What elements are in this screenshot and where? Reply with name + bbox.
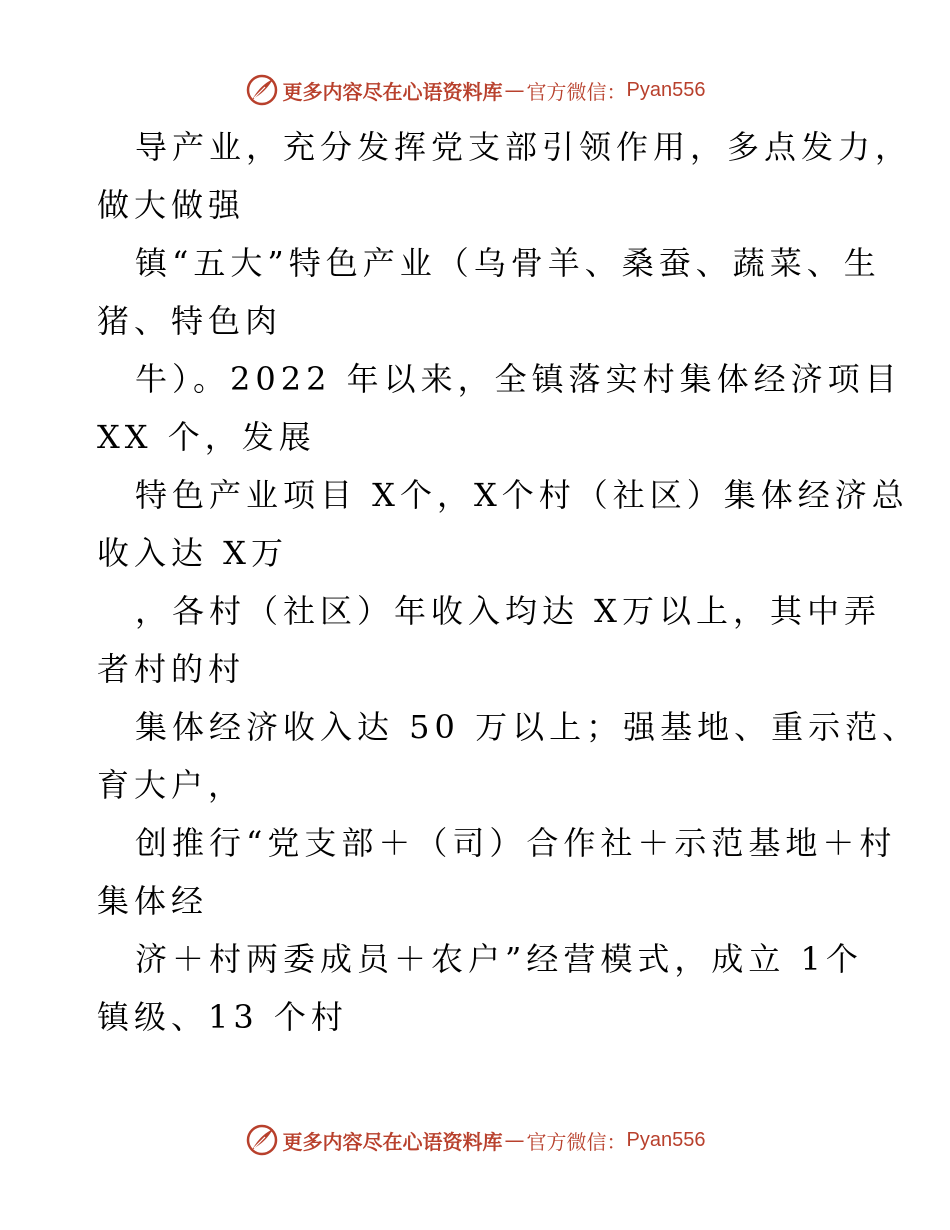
- footer-watermark-banner: [0, 1120, 950, 1160]
- header-watermark-banner: [0, 70, 950, 110]
- text-line: 者村的村: [97, 650, 246, 688]
- text-line: 集体经: [97, 882, 209, 920]
- document-body: [97, 118, 920, 1046]
- text-line: 育大户，: [97, 766, 246, 804]
- separator-dash: —: [504, 78, 525, 102]
- wechat-label: 官方微信：: [526, 79, 627, 104]
- brand-text: 更多内容尽在心语资料库: [282, 79, 503, 104]
- wechat-handle: Pyan556: [626, 78, 706, 101]
- feather-pen-logo-icon: [245, 73, 279, 107]
- feather-pen-logo-icon: [245, 1123, 279, 1157]
- text-line: 牛）。2022 年以来，全镇落实村集体经济项目: [135, 360, 902, 398]
- wechat-handle: Pyan556: [626, 1128, 706, 1151]
- text-line: 集体经济收入达 50 万以上；强基地、重示范、: [135, 708, 920, 746]
- brand-text: 更多内容尽在心语资料库: [282, 1129, 503, 1154]
- text-line: 特色产业项目 X个，X个村（社区）集体经济总: [135, 476, 909, 514]
- wechat-label: 官方微信：: [526, 1129, 627, 1154]
- text-line: XX 个，发展: [97, 418, 316, 456]
- text-line: ，各村（社区）年收入均达 X万以上，其中弄: [135, 592, 881, 630]
- text-line: 做大做强: [97, 186, 246, 224]
- text-line: 收入达 X万: [97, 534, 288, 572]
- text-line: 镇级、13 个村: [97, 998, 348, 1036]
- text-line: 创推行“党支部＋（司）合作社＋示范基地＋村: [135, 824, 897, 862]
- separator-dash: —: [504, 1128, 525, 1152]
- text-line: 导产业，充分发挥党支部引领作用，多点发力，: [135, 128, 913, 166]
- text-line: 猪、特色肉: [97, 302, 283, 340]
- text-line: 镇“五大”特色产业（乌骨羊、桑蚕、蔬菜、生: [135, 244, 881, 282]
- text-line: 济＋村两委成员＋农户”经营模式，成立 1个: [135, 940, 863, 978]
